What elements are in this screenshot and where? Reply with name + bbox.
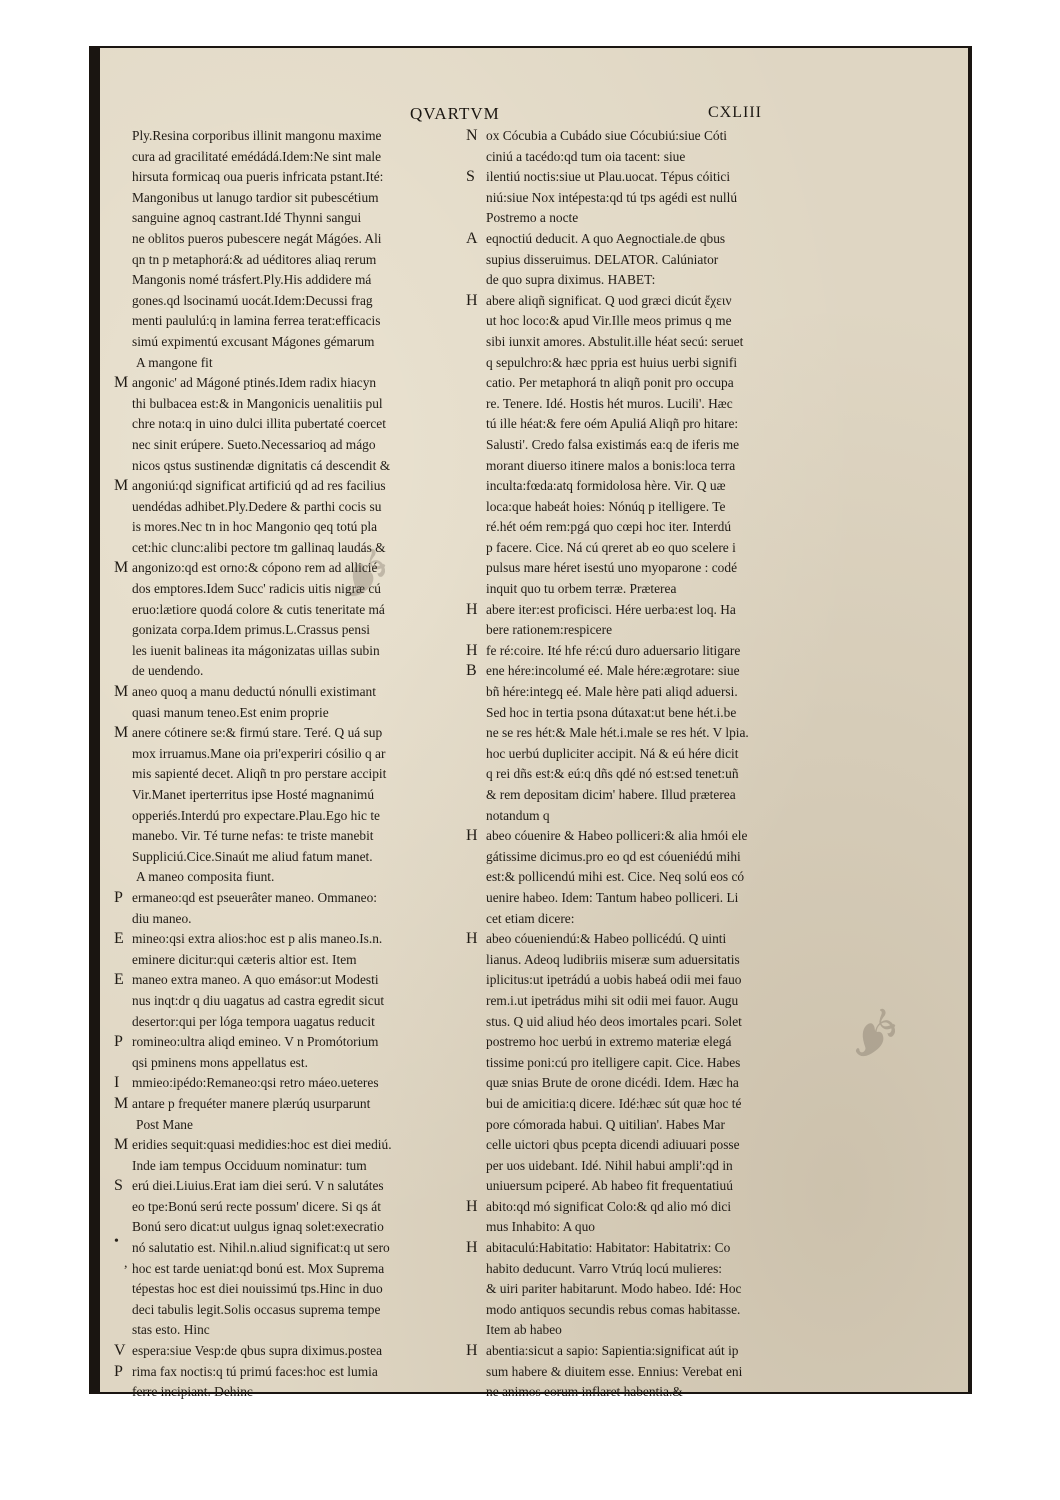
lombard-initial: V xyxy=(114,1342,126,1360)
text-line xyxy=(464,1135,824,1156)
line-text: Suppliciú.Cice.Sinaút me aliud fatum manet. xyxy=(132,848,373,864)
line-text: cet:hic clunc:alibi pectore tm gallinaq laudás & xyxy=(132,539,386,555)
text-line xyxy=(108,1073,468,1094)
line-text: de quo supra diximus. HABET: xyxy=(486,272,656,288)
text-line xyxy=(108,641,468,662)
text-line xyxy=(108,1115,468,1136)
running-header: QVARTVM xyxy=(410,104,500,123)
line-text: mox irruamus.Mane oia pri'experiri cósilio q ar xyxy=(132,745,386,761)
line-text: habito deducunt. Varro Vtrúq locú mulieres: xyxy=(486,1260,723,1276)
lombard-initial: M xyxy=(114,1136,129,1154)
text-line xyxy=(464,1156,824,1177)
lombard-initial: B xyxy=(466,662,477,680)
line-text: catio. Per metaphorá tn aliqñ ponit pro occupa xyxy=(486,375,734,391)
line-text: Inde iam tempus Occiduum nominatur: tum xyxy=(132,1157,367,1173)
lombard-initial: H xyxy=(466,291,478,309)
text-line xyxy=(108,558,468,579)
line-text: Item ab habeo xyxy=(486,1322,562,1338)
line-text: inquit quo tu orbem terræ. Præterea xyxy=(486,581,677,597)
line-text: re. Tenere. Idé. Hostis hét muros. Lucili'. Hæc xyxy=(486,395,733,411)
text-line xyxy=(464,558,824,579)
text-line xyxy=(464,270,824,291)
text-line xyxy=(108,991,468,1012)
text-line xyxy=(464,970,824,991)
line-text: iplicitus:ut ipetrádú a uobis habeá odii mei fauo xyxy=(486,972,742,988)
text-line xyxy=(108,167,468,188)
text-line xyxy=(464,826,824,847)
line-text: cura ad gracilitaté emédádá.Idem:Ne sint male xyxy=(132,148,382,164)
lombard-initial: M xyxy=(114,477,129,495)
text-line xyxy=(108,744,468,765)
text-line xyxy=(464,1259,824,1280)
text-line xyxy=(464,1197,824,1218)
line-text: Post Mane xyxy=(136,1116,193,1132)
text-line xyxy=(108,1300,468,1321)
line-text: abere iter:est proficisci. Hére uerba:est loq. Ha xyxy=(486,601,736,617)
text-line xyxy=(464,785,824,806)
line-text: antare p frequéter manere plærúq usurparunt xyxy=(132,1095,371,1111)
lombard-initial: P xyxy=(114,888,123,906)
line-text: gones.qd lsocinamú uocát.Idem:Decussi frag xyxy=(132,292,373,308)
line-text: q sepulchro:& hæc ppria est huius uerbi signifi xyxy=(486,354,738,370)
line-text: ermaneo:qd est pseuerâter maneo. Ommaneo: xyxy=(132,889,378,905)
text-line xyxy=(464,1094,824,1115)
text-line xyxy=(108,1238,468,1259)
text-line xyxy=(108,806,468,827)
text-line xyxy=(464,1073,824,1094)
text-line xyxy=(108,394,468,415)
line-text: abere aliqñ significat. Q uod græci dicút ἔχειν xyxy=(486,292,732,308)
text-line xyxy=(464,600,824,621)
line-text: mmieo:ipédo:Remaneo:qsi retro máeo.ueteres xyxy=(132,1075,379,1091)
line-text: ne se res hét:& Male hét.i.male se res hét. V lpia. xyxy=(486,725,749,741)
text-line xyxy=(108,1176,468,1197)
line-text: desertor:qui per lóga tempora uagatus reducit xyxy=(132,1013,375,1029)
ink-mark: • xyxy=(114,1234,119,1249)
text-line xyxy=(464,847,824,868)
line-text: sum habere & diuitem esse. Ennius: Verebat eni xyxy=(486,1363,743,1379)
text-line xyxy=(464,991,824,1012)
line-text: dos emptores.Idem Succ' radicis uitis nigræ cú xyxy=(132,581,381,597)
text-line xyxy=(464,888,824,909)
line-text: ne animos eorum inflaret habentia.& xyxy=(486,1384,683,1400)
lombard-initial: P xyxy=(114,1033,123,1051)
text-line xyxy=(464,208,824,229)
line-text: angoniú:qd significat artificiú qd ad res facilius xyxy=(132,478,386,494)
text-line xyxy=(108,311,468,332)
line-text: menti paululú:q in lamina ferrea terat:efficacis xyxy=(132,313,381,329)
line-text: simú expimentú excusant Mágones gémarum xyxy=(132,333,375,349)
line-text: pulsus mare héret isestú uno myoparone : codé xyxy=(486,560,738,576)
line-text: nicos qstus sustinendæ dignitatis cá descendit & xyxy=(132,457,391,473)
line-text: abeo cóuenire & Habeo polliceri:& alia hmói ele xyxy=(486,828,748,844)
line-text: mus Inhabito: A quo xyxy=(486,1219,595,1235)
text-line xyxy=(108,703,468,724)
line-text: mis sapienté decet. Aliqñ tn pro perstare accipit xyxy=(132,766,387,782)
text-line xyxy=(464,806,824,827)
line-text: eruo:lætiore quodá colore & cutis teneritate má xyxy=(132,601,385,617)
lombard-initial: H xyxy=(466,1197,478,1215)
text-line xyxy=(464,435,824,456)
text-line xyxy=(464,167,824,188)
text-line xyxy=(108,538,468,559)
right-text-column xyxy=(464,126,824,1403)
line-text: ox Cócubia a Cubádo siue Cócubiú:siue Cóti xyxy=(486,128,728,143)
line-text: eridies sequit:quasi medidies:hoc est diei mediú. xyxy=(132,1137,392,1153)
line-text: thi bulbacea est:& in Mangonicis uenalitiis pul xyxy=(132,395,383,411)
line-text: Bonú sero dicat:ut uulgus ignaq solet:execratio xyxy=(132,1219,384,1235)
text-line xyxy=(108,332,468,353)
line-text: anere cótinere se:& firmú stare. Teré. Q uá sup xyxy=(132,725,383,741)
text-line xyxy=(464,1300,824,1321)
line-text: postremo hoc uerbú in extremo materiæ elegá xyxy=(486,1034,732,1050)
text-line xyxy=(108,497,468,518)
lombard-initial: P xyxy=(114,1362,123,1380)
text-line xyxy=(464,456,824,477)
line-text: & rem depositam dicim' habere. Illud præterea xyxy=(486,787,736,802)
line-text: sanguine agnoq castrant.Idé Thynni sangui xyxy=(132,210,362,226)
line-text: tissime poni:cú pro itelligere capit. Cice. Habes xyxy=(486,1054,741,1070)
line-text: gátissime dicimus.pro eo qd est cóueniédú mihi xyxy=(486,848,741,864)
text-line xyxy=(464,291,824,312)
line-text: lianus. Adeoq ludibriis miseræ sum aduersitatis xyxy=(486,951,740,967)
lombard-initial: N xyxy=(466,127,478,144)
text-line xyxy=(464,394,824,415)
line-text: Mangonibus ut lanugo tardior sit pubescétium xyxy=(132,189,379,205)
text-line xyxy=(464,764,824,785)
line-text: loca:que habeát hoies: Nónúq p itelligere. Te xyxy=(486,498,726,514)
line-text: angonizo:qd est orno:& cópono rem ad allicié xyxy=(132,560,378,576)
text-line xyxy=(108,1053,468,1074)
line-text: abito:qd mó significat Colo:& qd alio mó dici xyxy=(486,1198,732,1214)
line-text: nó salutatio est. Nihil.n.aliud significat:q ut sero xyxy=(132,1240,390,1256)
line-text: uendédas adhibet.Ply.Dedere & parthi cocis su xyxy=(132,498,382,514)
text-line xyxy=(108,188,468,209)
text-line xyxy=(108,723,468,744)
text-line xyxy=(108,476,468,497)
line-text: fe ré:coire. Ité hfe ré:cú duro aduersario litigare xyxy=(486,642,741,658)
folio-number: CXLIII xyxy=(708,104,762,121)
line-text: Ply.Resina corporibus illinit mangonu maxime xyxy=(132,128,382,143)
text-line xyxy=(464,1217,824,1238)
line-text: qsi pminens mons appellatus est. xyxy=(132,1054,308,1070)
line-text: ciniú a tacédo:qd tum oia tacent: siue xyxy=(486,148,686,164)
line-text: rima fax noctis:q tú primú faces:hoc est lumia xyxy=(132,1363,378,1379)
line-text: espera:siue Vesp:de qbus supra diximus.postea xyxy=(132,1343,383,1359)
line-text: diu maneo. xyxy=(132,910,192,926)
text-line xyxy=(464,1341,824,1362)
text-line xyxy=(464,1362,824,1383)
line-text: A mangone fit xyxy=(136,354,213,370)
line-text: tú ille héat:& fere oém Apuliá Aliqñ pro hitare: xyxy=(486,416,739,432)
text-line xyxy=(108,435,468,456)
line-text: abentia:sicut a sapio: Sapientia:significat aút ip xyxy=(486,1343,739,1359)
text-line xyxy=(108,1135,468,1156)
line-text: gonizata corpa.Idem primus.L.Crassus pensi xyxy=(132,622,370,638)
line-text: A maneo composita fiunt. xyxy=(136,869,275,885)
line-text: rem.i.ut ipetrádus mihi sit odii mei fauor. Augu xyxy=(486,992,739,1008)
lombard-initial: H xyxy=(466,1239,478,1257)
text-line xyxy=(464,703,824,724)
lombard-initial: M xyxy=(114,559,129,577)
line-text: opperiés.Interdú pro expectare.Plau.Ego hic te xyxy=(132,807,381,823)
lombard-initial: H xyxy=(466,930,478,948)
line-text: inculta:fœda:atq formidolosa hère. Vir. Q uæ xyxy=(486,478,726,494)
line-text: bui de amicitia:q dicere. Idé:hæc sút quæ hoc té xyxy=(486,1095,742,1111)
line-text: bere rationem:respicere xyxy=(486,622,613,638)
text-line xyxy=(108,517,468,538)
text-line xyxy=(464,1012,824,1033)
text-line xyxy=(464,476,824,497)
lombard-initial: E xyxy=(114,930,124,948)
text-line xyxy=(464,1382,824,1403)
line-text: deci tabulis legit.Solis occasus suprema tempe xyxy=(132,1301,381,1317)
line-text: Salusti'. Credo falsa existimás ea:q de iferis me xyxy=(486,436,740,452)
text-line xyxy=(464,661,824,682)
text-line xyxy=(464,517,824,538)
line-text: angonic' ad Mágoné ptinés.Idem radix hiacyn xyxy=(132,375,377,391)
line-text: abeo cóueniendú:& Habeo pollicédú. Q uinti xyxy=(486,931,727,947)
line-text: est:& pollicendú mihi est. Cice. Neq solú eos có xyxy=(486,869,745,885)
lombard-initial: H xyxy=(466,641,478,659)
lombard-initial: M xyxy=(114,374,129,392)
text-line xyxy=(108,682,468,703)
text-line xyxy=(464,744,824,765)
text-line xyxy=(464,579,824,600)
text-line xyxy=(108,579,468,600)
text-line xyxy=(464,229,824,250)
text-line xyxy=(108,208,468,229)
line-text: ilentiú noctis:siue ut Plau.uocat. Tépus cóitici xyxy=(486,169,731,185)
line-text: les iuenit balineas ita mágonizatas uillas subin xyxy=(132,642,380,658)
text-line xyxy=(108,970,468,991)
text-line xyxy=(108,291,468,312)
line-text: supius disseruimus. DELATOR. Calúniator xyxy=(486,251,719,267)
text-line xyxy=(108,600,468,621)
text-line xyxy=(108,414,468,435)
line-text: manebo. Vir. Té turne nefas: te triste manebit xyxy=(132,828,374,844)
text-line xyxy=(464,1053,824,1074)
text-line xyxy=(464,188,824,209)
text-line xyxy=(464,1320,824,1341)
line-text: chre nota:q in uino dulci illita pubertaté coercet xyxy=(132,416,386,432)
text-line xyxy=(464,1032,824,1053)
line-text: q rei dñs est:& eú:q dñs qdé nó est:sed tenet:uñ xyxy=(486,766,739,782)
text-line xyxy=(108,250,468,271)
text-line xyxy=(108,1197,468,1218)
text-line xyxy=(464,1176,824,1197)
line-text: abitaculú:Habitatio: Habitator: Habitatrix: Co xyxy=(486,1240,731,1256)
text-line xyxy=(108,826,468,847)
line-text: hoc uerbú dupliciter accipit. Ná & eú hére dicit xyxy=(486,745,739,761)
text-line xyxy=(108,661,468,682)
line-text: de uendendo. xyxy=(132,663,204,679)
line-text: stas esto. Hinc xyxy=(132,1322,210,1338)
line-text: uniuersum pciperé. Ab habeo fit frequentatiuú xyxy=(486,1178,733,1194)
line-text: eqnoctiú deducit. A quo Aegnoctiale.de qbus xyxy=(486,230,726,246)
line-text: ene hére:incolumé eé. Male hére:ægrotare: siue xyxy=(486,663,740,679)
line-text: nec sinit erúpere. Sueto.Necessarioq ad mágo xyxy=(132,436,376,452)
lombard-initial: H xyxy=(466,827,478,845)
line-text: nus inqt:dr q diu uagatus ad castra egredit sicut xyxy=(132,992,385,1008)
line-text: bñ hére:integq eé. Male hère pati aliqd aduersi. xyxy=(486,684,738,700)
text-line xyxy=(464,620,824,641)
line-text: hirsuta formicaq oua pueris infricata pstant.Ité: xyxy=(132,169,384,185)
line-text: quæ snias Brute de orone dicédi. Idem. Hæc ha xyxy=(486,1075,739,1091)
lombard-initial: S xyxy=(114,1177,123,1195)
library-watermark: ☙ xyxy=(312,529,407,628)
text-line xyxy=(464,126,824,147)
text-line xyxy=(108,1094,468,1115)
text-line xyxy=(464,950,824,971)
line-text: sibi iunxit amores. Abstulit.ille héat secú: seruet xyxy=(486,333,744,349)
lombard-initial: H xyxy=(466,600,478,618)
line-text: is mores.Nec tn in hoc Mangonio qeq totú pla xyxy=(132,519,378,535)
line-text: cet etiam dicere: xyxy=(486,910,575,926)
text-line xyxy=(108,353,468,374)
text-line xyxy=(464,414,824,435)
line-text: erú diei.Liuius.Erat iam diei serú. V n salutátes xyxy=(132,1178,384,1194)
text-line xyxy=(108,1259,468,1280)
text-line xyxy=(464,497,824,518)
text-line xyxy=(108,229,468,250)
line-text: quasi manum teneo.Est enim proprie xyxy=(132,704,329,720)
text-line xyxy=(464,353,824,374)
line-text: notandum q xyxy=(486,807,550,823)
line-text: tépestas hoc est diei nouissimú tps.Hinc in duo xyxy=(132,1281,383,1297)
line-text: ré.hét oém rem:pgá quo cœpi hoc iter. Interdú xyxy=(486,519,732,535)
text-line xyxy=(464,373,824,394)
lombard-initial: I xyxy=(114,1074,120,1092)
text-line xyxy=(108,1217,468,1238)
line-text: ne oblitos pueros pubescere negát Mágóes. Ali xyxy=(132,230,382,246)
line-text: Mangonis nomé trásfert.Ply.His addidere má xyxy=(132,272,372,288)
line-text: & uiri pariter habitarunt. Modo habeo. Idé: Hoc xyxy=(486,1281,742,1297)
line-text: morant diuerso itinere malos a bonis:loca terra xyxy=(486,457,736,473)
text-line xyxy=(464,641,824,662)
text-line xyxy=(108,785,468,806)
text-line xyxy=(464,311,824,332)
line-text: uenire habeo. Idem: Tantum habeo polliceri. Li xyxy=(486,889,739,905)
line-text: celle uictori qbus pcepta dicendi adiuuari posse xyxy=(486,1137,740,1153)
text-line xyxy=(108,1156,468,1177)
text-line xyxy=(108,373,468,394)
text-line xyxy=(108,1382,468,1403)
text-line xyxy=(108,929,468,950)
text-line xyxy=(108,950,468,971)
text-line xyxy=(464,682,824,703)
lombard-initial: H xyxy=(466,1342,478,1360)
line-text: mineo:qsi extra alios:hoc est p alis maneo.Is.n. xyxy=(132,931,383,947)
ink-mark: , xyxy=(124,1256,128,1271)
text-line xyxy=(464,1115,824,1136)
line-text: maneo extra maneo. A quo emásor:ut Modesti xyxy=(132,972,379,988)
text-line xyxy=(464,867,824,888)
text-line xyxy=(464,929,824,950)
text-line xyxy=(108,147,468,168)
text-line xyxy=(108,456,468,477)
line-text: aneo quoq a manu deductú nónulli existimant xyxy=(132,684,376,700)
line-text: p facere. Cice. Ná cú qreret ab eo quo scelere i xyxy=(486,539,736,555)
text-line xyxy=(464,332,824,353)
text-line xyxy=(108,126,468,147)
line-text: Sed hoc in tertia psona dútaxat:ut bene hét.i.be xyxy=(486,704,737,720)
lombard-initial: A xyxy=(466,229,478,247)
text-line xyxy=(464,1279,824,1300)
line-text: eo tpe:Bonú serú recte possum' dicere. Si qs át xyxy=(132,1198,381,1214)
lombard-initial: M xyxy=(114,724,129,742)
text-line xyxy=(108,1362,468,1383)
line-text: pore cómorada habui. Q uitilian'. Habes Mar xyxy=(486,1116,725,1132)
left-text-column xyxy=(108,126,468,1403)
text-line xyxy=(108,1032,468,1053)
text-line xyxy=(108,764,468,785)
lombard-initial: M xyxy=(114,1094,129,1112)
text-line xyxy=(464,147,824,168)
line-text: hoc est tarde ueniat:qd bonú est. Mox Suprema xyxy=(132,1260,385,1276)
text-line xyxy=(464,250,824,271)
line-text: eminere dicitur:qui cæteris altior est. Item xyxy=(132,951,357,967)
text-line xyxy=(464,1238,824,1259)
library-watermark: ☙ xyxy=(822,989,917,1088)
line-text: ferre incipiant. Dehinc xyxy=(132,1384,253,1400)
lombard-initial: S xyxy=(466,168,475,186)
line-text: Postremo a nocte xyxy=(486,210,579,226)
text-line xyxy=(464,538,824,559)
text-line xyxy=(108,847,468,868)
line-text: qn tn p metaphorá:& ad uéditores aliaq rerum xyxy=(132,251,377,267)
lombard-initial: E xyxy=(114,971,124,989)
text-line xyxy=(108,867,468,888)
line-text: ut hoc loco:& apud Vir.Ille meos primus q me xyxy=(486,313,732,329)
text-line xyxy=(108,1341,468,1362)
lombard-initial: M xyxy=(114,683,129,701)
line-text: modo antiquos secundis rebus comas habitasse. xyxy=(486,1301,741,1317)
text-line xyxy=(108,1320,468,1341)
line-text: Vir.Manet iperterritus ipse Hosté magnanimú xyxy=(132,787,375,802)
line-text: per uos uidebant. Idé. Nihil habui ampli':qd in xyxy=(486,1157,733,1173)
text-line xyxy=(108,1279,468,1300)
line-text: romineo:ultra aliqd emineo. V n Promótorium xyxy=(132,1034,379,1050)
text-line xyxy=(108,620,468,641)
text-line xyxy=(108,1012,468,1033)
text-line xyxy=(108,270,468,291)
line-text: niú:siue Nox intépesta:qd tú tps agédi est nullú xyxy=(486,189,738,205)
text-line xyxy=(464,723,824,744)
text-line xyxy=(108,888,468,909)
line-text: stus. Q uid aliud héo deos imortales pcari. Solet xyxy=(486,1013,742,1029)
text-line xyxy=(108,909,468,930)
text-line xyxy=(464,909,824,930)
